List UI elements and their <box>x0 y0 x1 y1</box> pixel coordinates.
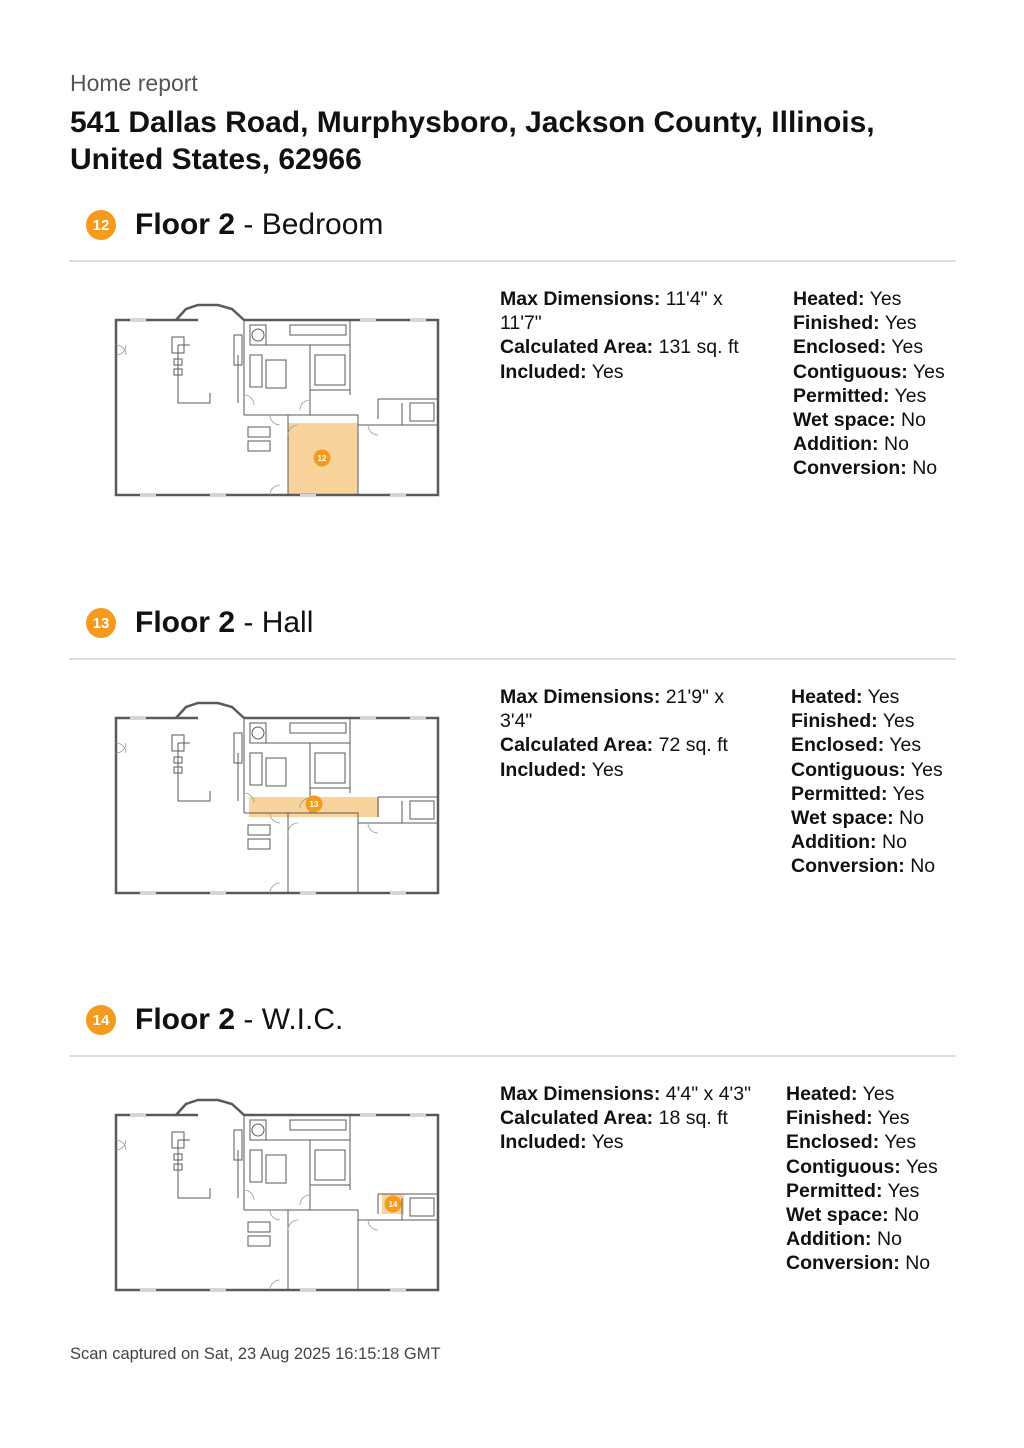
door-swing <box>270 485 280 495</box>
detail-key: Finished: <box>793 312 880 335</box>
detail-value: Yes <box>892 782 925 805</box>
detail-value: No <box>901 409 926 432</box>
detail-value: No <box>876 1228 902 1251</box>
detail-value: Yes <box>591 758 624 781</box>
detail-row <box>791 758 951 782</box>
detail-value: Yes <box>891 336 924 359</box>
closet-fixture <box>315 753 345 783</box>
bay-window-wall <box>176 305 244 320</box>
interior-wall <box>250 718 350 743</box>
detail-row <box>791 709 951 733</box>
detail-key: Conversion: <box>793 457 907 480</box>
title-separator: - <box>235 606 262 639</box>
room-attributes <box>793 287 953 481</box>
interior-wall <box>310 1140 350 1185</box>
detail-value: No <box>912 457 938 480</box>
room-specs <box>500 287 758 384</box>
detail-row <box>500 1130 758 1154</box>
detail-key: Max Dimensions: <box>500 288 661 310</box>
detail-key: Permitted: <box>786 1179 883 1202</box>
detail-row <box>786 1155 946 1179</box>
detail-key: Contiguous: <box>793 360 908 383</box>
detail-row <box>791 830 951 854</box>
room-title <box>135 1000 343 1040</box>
door-swing <box>288 1220 298 1230</box>
outer-wall <box>116 320 438 495</box>
detail-row <box>500 685 758 733</box>
interior-wall <box>178 345 210 403</box>
detail-value: No <box>910 855 936 878</box>
detail-row <box>791 806 951 830</box>
section-divider <box>69 260 956 262</box>
detail-value: Yes <box>912 360 945 383</box>
detail-key: Included: <box>500 360 587 383</box>
detail-row <box>500 287 758 335</box>
floorplan-icon <box>110 693 442 895</box>
room-marker-number: 13 <box>309 800 319 809</box>
room-name: Hall <box>261 606 314 639</box>
detail-value: 18 sq. ft <box>658 1107 728 1130</box>
detail-key: Enclosed: <box>791 734 885 757</box>
room-title <box>135 603 313 643</box>
detail-key: Included: <box>500 1131 587 1154</box>
fixture <box>266 1155 286 1183</box>
section-divider <box>69 658 956 660</box>
fixture <box>248 441 270 451</box>
detail-key: Addition: <box>786 1228 872 1251</box>
room-name: Bedroom <box>261 208 384 241</box>
fixture <box>410 801 434 819</box>
door-swing <box>270 415 280 425</box>
detail-key: Conversion: <box>791 855 905 878</box>
interior-wall <box>310 345 350 390</box>
room-specs <box>500 1082 758 1155</box>
detail-key: Conversion: <box>786 1252 900 1275</box>
bay-window-wall <box>176 703 244 718</box>
door-swing <box>368 1220 378 1230</box>
detail-key: Wet space: <box>791 807 894 830</box>
door-swing <box>300 400 310 410</box>
detail-value: Yes <box>877 1107 910 1130</box>
detail-row <box>500 360 758 384</box>
interior-wall <box>250 1115 350 1140</box>
detail-row <box>791 782 951 806</box>
fixture <box>410 1198 434 1216</box>
fixture <box>410 403 434 421</box>
detail-value: Yes <box>905 1155 938 1178</box>
detail-row <box>793 311 953 335</box>
room-marker-number: 12 <box>317 454 327 463</box>
detail-row <box>791 854 951 878</box>
fixture <box>248 427 270 437</box>
detail-key: Wet space: <box>793 409 896 432</box>
detail-key: Max Dimensions: <box>500 686 661 708</box>
detail-value: Yes <box>887 1179 920 1202</box>
title-separator: - <box>235 1003 262 1036</box>
detail-row <box>786 1106 946 1130</box>
detail-row <box>793 287 953 311</box>
detail-row <box>793 335 953 359</box>
detail-key: Heated: <box>793 288 865 310</box>
detail-key: Calculated Area: <box>500 336 654 359</box>
room-number-badge: 12 <box>86 210 116 240</box>
detail-key: Included: <box>500 758 587 781</box>
detail-key: Enclosed: <box>786 1131 880 1154</box>
detail-row <box>500 758 758 782</box>
detail-value: Yes <box>884 1131 917 1154</box>
detail-key: Permitted: <box>791 782 888 805</box>
detail-row <box>791 685 951 709</box>
detail-key: Calculated Area: <box>500 1107 654 1130</box>
detail-row <box>793 408 953 432</box>
fixture <box>248 839 270 849</box>
detail-value: 131 sq. ft <box>658 336 739 359</box>
fixture <box>248 1222 270 1232</box>
detail-value: Yes <box>591 1131 624 1154</box>
detail-value: No <box>905 1252 931 1275</box>
detail-value: Yes <box>862 1083 895 1105</box>
interior-wall <box>310 743 350 788</box>
detail-row <box>500 733 758 757</box>
detail-value: No <box>881 831 907 854</box>
detail-value: No <box>883 433 909 456</box>
room-header <box>86 603 313 643</box>
door-swing <box>244 395 254 405</box>
door-swing <box>300 1195 310 1205</box>
room-header <box>86 1000 343 1040</box>
fixture <box>248 825 270 835</box>
detail-row <box>793 384 953 408</box>
fixture <box>266 360 286 388</box>
room-section-bedroom <box>0 205 1024 535</box>
tub-fixture <box>252 329 264 341</box>
detail-value: 11'4" x 11'7" <box>500 288 723 335</box>
detail-row <box>786 1130 946 1154</box>
counter-fixture <box>290 325 346 335</box>
detail-row <box>786 1082 946 1106</box>
detail-row <box>786 1203 946 1227</box>
interior-wall <box>288 813 358 893</box>
detail-key: Calculated Area: <box>500 734 654 757</box>
section-divider <box>69 1055 956 1057</box>
floorplan-icon <box>110 1090 442 1292</box>
room-section-hall <box>0 603 1024 933</box>
detail-row <box>786 1227 946 1251</box>
closet-fixture <box>315 355 345 385</box>
detail-row <box>793 432 953 456</box>
room-number-badge: 13 <box>86 608 116 638</box>
detail-key: Contiguous: <box>791 758 906 781</box>
detail-value: Yes <box>894 384 927 407</box>
tub-fixture <box>252 1124 264 1136</box>
detail-value: 72 sq. ft <box>658 734 728 757</box>
detail-key: Addition: <box>793 433 879 456</box>
detail-key: Heated: <box>786 1083 858 1105</box>
door-swing <box>288 823 298 833</box>
detail-row <box>500 1106 758 1130</box>
detail-value: Yes <box>882 710 915 733</box>
counter-fixture <box>290 1120 346 1130</box>
stair-fixture <box>250 355 262 387</box>
detail-key: Finished: <box>786 1107 873 1130</box>
detail-value: Yes <box>867 686 900 708</box>
fixture <box>248 1236 270 1246</box>
door-swing <box>270 1280 280 1290</box>
tub-fixture <box>252 727 264 739</box>
stair-fixture <box>250 1150 262 1182</box>
interior-wall <box>178 1140 210 1198</box>
detail-row <box>500 1082 758 1106</box>
room-marker-number: 14 <box>388 1200 398 1209</box>
room-title <box>135 205 383 245</box>
interior-wall <box>178 743 210 801</box>
fixture <box>266 758 286 786</box>
detail-value: Yes <box>869 288 902 310</box>
detail-key: Wet space: <box>786 1204 889 1227</box>
detail-key: Addition: <box>791 831 877 854</box>
room-section-wic <box>0 1000 1024 1330</box>
detail-row <box>791 733 951 757</box>
detail-row <box>793 360 953 384</box>
room-attributes <box>786 1082 946 1276</box>
door-swing <box>270 883 280 893</box>
property-address: 541 Dallas Road, Murphysboro, Jackson County, Illinois, United States, 62966 <box>70 106 875 176</box>
detail-value: Yes <box>889 734 922 757</box>
room-floor-label: Floor 2 <box>135 1003 236 1036</box>
interior-wall <box>250 320 350 345</box>
detail-key: Finished: <box>791 710 878 733</box>
detail-key: Permitted: <box>793 384 890 407</box>
room-floor-label: Floor 2 <box>135 606 236 639</box>
door-swing <box>244 1190 254 1200</box>
detail-key: Contiguous: <box>786 1155 901 1178</box>
detail-row <box>786 1179 946 1203</box>
room-number-badge: 14 <box>86 1005 116 1035</box>
scan-timestamp: Scan captured on Sat, 23 Aug 2025 16:15:18 GMT <box>70 1345 441 1363</box>
detail-value: Yes <box>884 312 917 335</box>
detail-value: No <box>894 1204 919 1227</box>
detail-row <box>500 335 758 359</box>
detail-row <box>793 456 953 480</box>
room-header <box>86 205 383 245</box>
room-specs <box>500 685 758 782</box>
detail-key: Heated: <box>791 686 863 708</box>
floorplan-icon <box>110 295 442 497</box>
counter-fixture <box>290 723 346 733</box>
report-label: Home report <box>70 70 198 96</box>
detail-value: 4'4" x 4'3" <box>665 1083 752 1105</box>
room-name: W.I.C. <box>261 1003 344 1036</box>
detail-key: Enclosed: <box>793 336 887 359</box>
detail-row <box>786 1251 946 1275</box>
room-floor-label: Floor 2 <box>135 208 236 241</box>
detail-value: 21'9" x 3'4" <box>500 686 725 733</box>
title-separator: - <box>235 208 262 241</box>
bay-window-wall <box>176 1100 244 1115</box>
door-swing <box>368 823 378 833</box>
door-swing <box>270 1210 280 1220</box>
door-swing <box>368 425 378 435</box>
stair-fixture <box>250 753 262 785</box>
closet-fixture <box>315 1150 345 1180</box>
detail-value: No <box>899 807 924 830</box>
interior-wall <box>288 1210 358 1290</box>
detail-value: Yes <box>910 758 943 781</box>
detail-key: Max Dimensions: <box>500 1083 661 1105</box>
detail-value: Yes <box>591 360 624 383</box>
room-attributes <box>791 685 951 879</box>
